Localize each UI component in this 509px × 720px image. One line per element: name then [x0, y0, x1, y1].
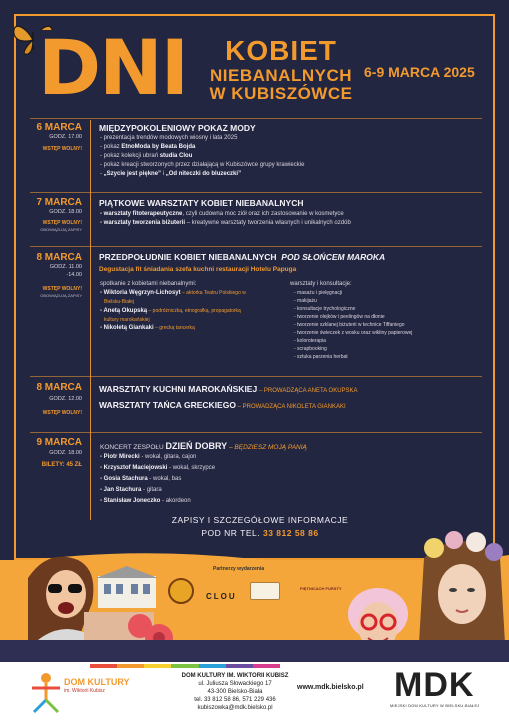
- event5-member: - Piotr Mirecki - wokal, gitara, cajon: [100, 454, 197, 460]
- section-divider: [30, 192, 482, 193]
- partners-title: Partnerzy wydarzenia: [213, 566, 265, 572]
- event3-title: PRZEDPOŁUDNIE KOBIET NIEBANALNYCH POD SŁOŃCEM MAROKA: [99, 252, 386, 262]
- event2-title: PIĄTKOWE WARSZTATY KOBIET NIEBANALNYCH: [99, 198, 304, 208]
- footer-address: DOM KULTURY IM. WIKTORII KUBISZ ul. Juliusza Słowackiego 17 43-300 Bielsko-Biała tel. 33 812 58 86, 571 229 436 kubiszowka@mdk.bielsko.pl: [181, 673, 289, 712]
- event-dates: 6-9 MARCA 2025: [364, 64, 475, 80]
- event1-item: - pokaz kolekcji ubrań studia Clou: [100, 153, 193, 159]
- event5-time: GODZ. 18.00: [49, 450, 82, 456]
- event2-item: - warsztaty tworzenia biżuterii – kreatywne warsztaty tworzenia własnych i unikalnych ozdób: [100, 220, 351, 226]
- partner-logo-text: PIĘTNICACH FURSTY: [300, 586, 342, 591]
- event5-tickets: BILETY: 45 ZŁ: [41, 462, 82, 468]
- partner-logo-hotel: [250, 582, 280, 600]
- mdk-logo: MDK: [394, 666, 475, 704]
- section-divider: [30, 246, 482, 247]
- event5-member: - Jan Stachura - gitara: [100, 487, 162, 493]
- event3-right-item: - tworzenie świeczek z wosku oraz wikliny papierowej: [294, 330, 413, 336]
- event3-note: WSTĘP WOLNY! OBOWIĄZUJĄ ZAPISY: [40, 286, 82, 298]
- event3-right-item: - tworzenie olejków i peelingów na dłonie: [294, 314, 385, 320]
- mdk-logo-subtitle: MIEJSKI DOM KULTURY W BIELSKU-BIAŁEJ: [390, 704, 480, 708]
- event3-right-item: - koloroterapia: [294, 338, 326, 344]
- event1-date: 6 MARCA: [36, 122, 82, 133]
- event3-right-head: warsztaty i konsultacje:: [290, 281, 352, 287]
- section-divider: [30, 118, 482, 119]
- event3-left-item: - Wiktoria Węgrzyn-Lichosyt – aktorka Teatru Polskiego w: [100, 290, 246, 296]
- title-line-1: KOBIET: [225, 35, 337, 66]
- title-line-2: NIEBANALNYCH: [210, 66, 352, 86]
- event2-date: 7 MARCA: [36, 197, 82, 208]
- event1-item: - pokaz EtnoModa by Beata Bojda: [100, 144, 196, 150]
- event4-workshop-1: WARSZTATY KUCHNI MAROKAŃSKIEJ – PROWADZĄCA ANETA OKUPSKA: [99, 384, 358, 394]
- event1-item: - „Szycie jest piękne” i „Od niteczki do bluzeczki”: [100, 171, 242, 177]
- event3-left-item: kultury marokańskiej: [104, 317, 150, 323]
- event5-date: 9 MARCA: [36, 437, 82, 448]
- event5-member: - Gosia Stachura - wokal, bas: [100, 476, 182, 482]
- event3-right-item: - tworzenie szklanej biżuterii w technice Tiffaniego: [294, 322, 405, 328]
- title-line-3: W KUBISZÓWCE: [209, 84, 353, 104]
- event3-left-item: Bielsku-Białej: [104, 299, 135, 305]
- event4-date: 8 MARCA: [36, 382, 82, 393]
- event3-right-item: - makijażu: [294, 298, 317, 304]
- dk-logo-text: DOM KULTURY im. Wiktorii Kubisz: [64, 677, 130, 694]
- event2-time: GODZ. 18.00: [49, 209, 82, 215]
- timeline-divider: [90, 120, 91, 520]
- event4-workshop-2: WARSZTATY TAŃCA GRECKIEGO – PROWADZĄCA NIKOLETA GIANKAKI: [99, 400, 346, 410]
- event3-date: 8 MARCA: [36, 252, 82, 263]
- event4-note: WSTĘP WOLNY!: [42, 410, 82, 416]
- footer-website-link[interactable]: www.mdk.bielsko.pl: [297, 684, 364, 691]
- event3-right-item: - scrapbooking: [294, 346, 327, 352]
- photo-building: [94, 566, 160, 608]
- event5-member: - Stanisław Joneczko - akordeon: [100, 498, 191, 504]
- bottom-band: [0, 640, 509, 662]
- event1-item: - prezentacja trendów modowych wiosny i lata 2025: [100, 135, 238, 141]
- section-divider: [30, 376, 482, 377]
- event3-subtitle: Degustacja fit śniadania szefa kuchni restauracji Hotelu Papuga: [99, 266, 297, 273]
- event5-title: KONCERT ZESPOŁU DZIEŃ DOBRY – BĘDZIESZ MOJĄ PANIĄ: [100, 441, 307, 451]
- section-divider: [30, 432, 482, 433]
- event3-right-item: - masażu i pielęgnacji: [294, 290, 343, 296]
- event1-item: - pokaz kreacji stworzonych przez działającą w Kubiszówce grupy krawieckie: [100, 162, 305, 168]
- contact-line-1: ZAPISY I SZCZEGÓŁOWE INFORMACJE: [171, 515, 349, 525]
- event5-member: - Krzysztof Maciejowski - wokal, skrzypce: [100, 465, 216, 471]
- event3-left-head: spotkanie z kobietami niebanalnymi:: [100, 281, 197, 287]
- event1-time: GODZ. 17.00: [49, 134, 82, 140]
- dk-logo-icon: [26, 668, 66, 714]
- event1-title: MIĘDZYPOKOLENIOWY POKAZ MODY: [99, 123, 256, 133]
- event1-note: WSTĘP WOLNY!: [42, 146, 82, 152]
- event2-item: - warsztaty fitoterapeutyczne, czyli cudowna moc ziół oraz ich zastosowanie w kosmetyce: [100, 211, 344, 217]
- event3-time: GODZ. 11.00: [49, 264, 82, 270]
- event4-time: GODZ. 12.00: [49, 396, 82, 402]
- partner-logo-sun: [168, 578, 194, 604]
- title-dni: DNI: [34, 30, 191, 106]
- event2-note: WSTĘP WOLNY! OBOWIĄZUJĄ ZAPISY: [40, 220, 82, 232]
- color-bar: [90, 664, 280, 668]
- event3-left-item: - Anetą Okupską – podróżniczką, etnografką, propagatorką: [100, 308, 241, 314]
- event3-right-item: - konsultacje trychologiczne: [294, 306, 356, 312]
- event3-time-end: -14.00: [66, 272, 82, 278]
- title-subheading: [196, 36, 366, 103]
- event3-right-item: - sztuka parzenia herbat: [294, 354, 348, 360]
- event3-left-item: - Nikoletą Giankaki – grecką tancerką: [100, 325, 195, 331]
- partner-logo-clou: CLOU: [206, 592, 237, 601]
- contact-line-2: POD NR TEL. 33 812 58 86: [201, 527, 319, 538]
- contact-info: [140, 514, 380, 540]
